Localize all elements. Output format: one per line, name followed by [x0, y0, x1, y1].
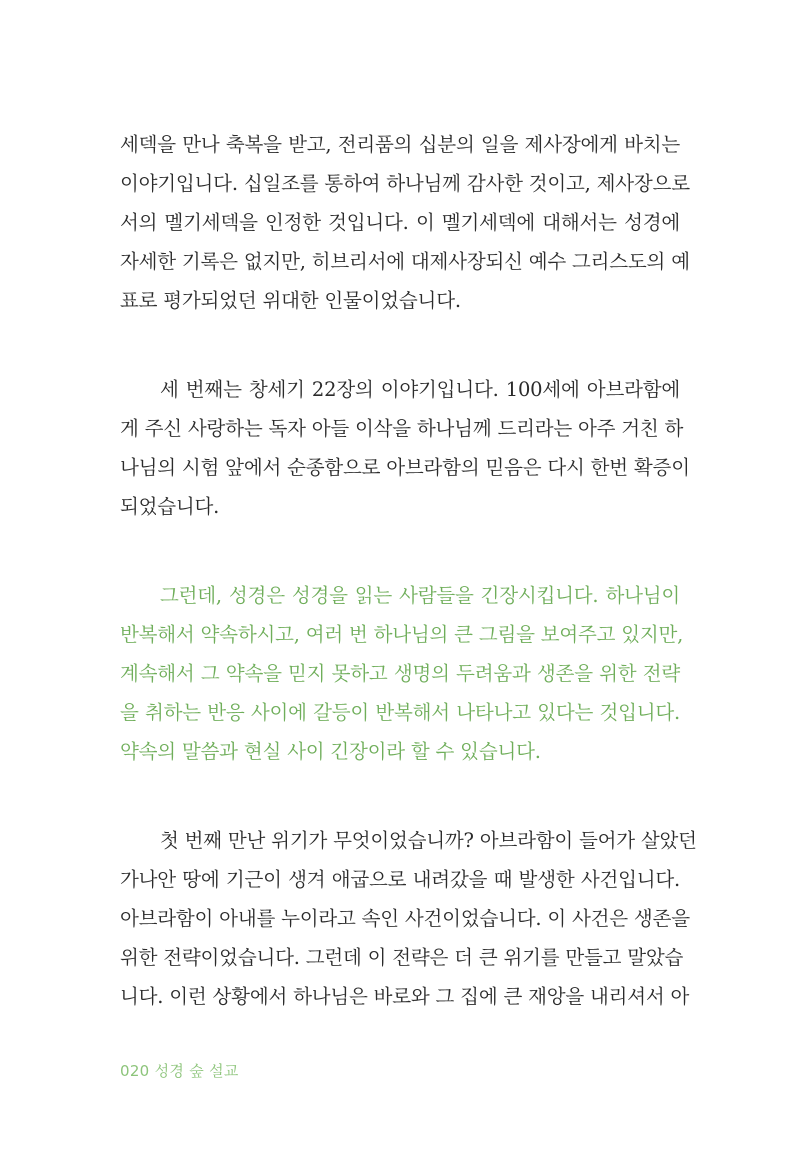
- paragraph-2: [120, 370, 690, 526]
- text-line: 약속의 말씀과 현실 사이 긴장이라 할 수 있습니다.: [120, 740, 541, 763]
- text-line: 되었습니다.: [120, 495, 220, 518]
- text-line: 위한 전략이었습니다. 그런데 이 전략은 더 큰 위기를 만들고 말았습: [120, 946, 684, 969]
- text-line: 표로 평가되었던 위대한 인물이었습니다.: [120, 289, 461, 312]
- paragraph-4: [120, 821, 697, 1016]
- text-line: 계속해서 그 약속을 믿지 못하고 생명의 두려움과 생존을 위한 전략: [120, 662, 680, 685]
- text-line: 서의 멜기세덱을 인정한 것입니다. 이 멜기세덱에 대해서는 성경에: [120, 211, 680, 234]
- text-line: 세 번째는 창세기 22장의 이야기입니다. 100세에 아브라함에: [160, 378, 680, 401]
- paragraph-1: [120, 125, 690, 320]
- text-line: 반복해서 약속하시고, 여러 번 하나님의 큰 그림을 보여주고 있지만,: [120, 623, 684, 646]
- page-body: [120, 125, 697, 1016]
- page-footer: [120, 1060, 239, 1081]
- text-line: 을 취하는 반응 사이에 갈등이 반복해서 나타나고 있다는 것입니다.: [120, 701, 680, 724]
- text-line: 나님의 시험 앞에서 순종함으로 아브라함의 믿음은 다시 한번 확증이: [120, 456, 690, 479]
- text-line: 니다. 이런 상황에서 하나님은 바로와 그 집에 큰 재앙을 내리셔서 아: [120, 985, 690, 1008]
- text-line: 그런데, 성경은 성경을 읽는 사람들을 긴장시킵니다. 하나님이: [160, 584, 680, 607]
- paragraph-gap: [120, 320, 680, 370]
- text-line: 게 주신 사랑하는 독자 아들 이삭을 하나님께 드리라는 아주 거친 하: [120, 417, 684, 440]
- paragraph-gap: [120, 771, 680, 821]
- page-number: 020: [120, 1062, 150, 1080]
- text-line: 세덱을 만나 축복을 받고, 전리품의 십분의 일을 제사장에게 바치는: [120, 133, 680, 156]
- text-line: 아브라함이 아내를 누이라고 속인 사건이었습니다. 이 사건은 생존을: [120, 907, 690, 930]
- text-line: 이야기입니다. 십일조를 통하여 하나님께 감사한 것이고, 제사장으로: [120, 172, 690, 195]
- highlighted-paragraph: [120, 576, 684, 771]
- text-line: 가나안 땅에 기근이 생겨 애굽으로 내려갔을 때 발생한 사건입니다.: [120, 868, 680, 891]
- paragraph-gap: [120, 526, 680, 576]
- text-line: 자세한 기록은 없지만, 히브리서에 대제사장되신 예수 그리스도의 예: [120, 250, 690, 273]
- text-line: 첫 번째 만난 위기가 무엇이었습니까? 아브라함이 들어가 살았던: [160, 829, 697, 852]
- book-title: 성경 숲 설교: [154, 1062, 239, 1080]
